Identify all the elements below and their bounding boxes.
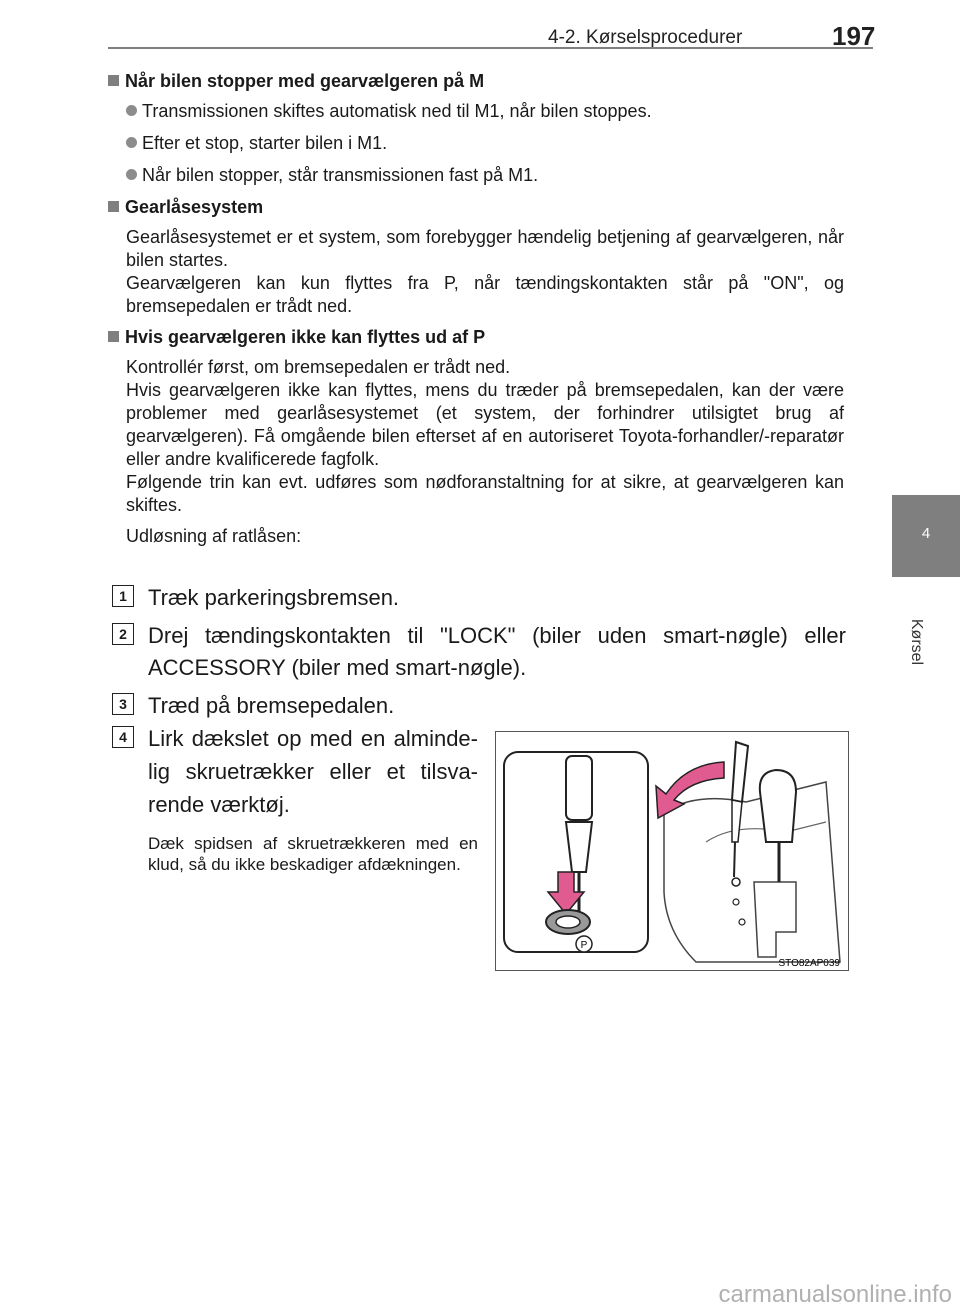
section-heading-text: Hvis gearvælgeren ikke kan flyttes ud af P xyxy=(125,327,486,347)
step-number-badge: 4 xyxy=(112,726,134,748)
header-rule xyxy=(108,47,873,49)
step-item xyxy=(112,690,846,722)
paragraph: Kontrollér først, om bremsepedalen er trådt ned. xyxy=(126,357,511,377)
step-number-badge: 2 xyxy=(112,623,134,645)
section-heading xyxy=(108,70,844,92)
step-item xyxy=(112,582,846,614)
list-item-text: Når bilen stopper, står transmissionen fast på M1. xyxy=(142,165,539,185)
watermark: carmanualsonline.info xyxy=(718,1281,952,1308)
step-text: Lirk dækslet op med en alminde-lig skruetrækker eller et tilsva-rende værktøj. xyxy=(148,726,478,817)
square-bullet-icon xyxy=(108,75,119,86)
step-text: Drej tændingskontakten til "LOCK" (biler uden smart-nøgle) eller ACCESSORY (biler med smart-nøgle). xyxy=(148,623,846,680)
list-item xyxy=(126,132,844,154)
circle-bullet-icon xyxy=(126,105,137,116)
step-item xyxy=(112,722,478,875)
main-content xyxy=(108,70,844,556)
list-item xyxy=(126,100,844,122)
list-item-text: Efter et stop, starter bilen i M1. xyxy=(142,133,388,153)
paragraph: Gearvælgeren kan kun flyttes fra P, når tændingskontakten står på "ON", og bremsepedalen er trådt ned. xyxy=(126,273,844,316)
chapter-label xyxy=(906,612,926,672)
paragraph: Følgende trin kan evt. udføres som nødforanstaltning for at sikre, at gearvælgeren kan skiftes. xyxy=(126,472,844,515)
paragraph: Gearlåsesystemet er et system, som forebygger hændelig betjening af gearvælgeren, når bilen startes. xyxy=(126,227,844,270)
section-heading xyxy=(108,326,844,348)
step-list xyxy=(112,582,846,728)
square-bullet-icon xyxy=(108,331,119,342)
circle-bullet-icon xyxy=(126,137,137,148)
gear-shift-illustration xyxy=(495,731,849,971)
shift-lock-release-diagram xyxy=(496,732,848,970)
chapter-label-text: Kørsel xyxy=(908,618,925,666)
step-note: Dæk spidsen af skruetrækkeren med en klud, så du ikke beskadiger afdækningen. xyxy=(148,834,478,874)
step-number-badge: 1 xyxy=(112,585,134,607)
page-number: 197 xyxy=(832,21,876,51)
list-item xyxy=(126,164,844,186)
step-text: Træk parkeringsbremsen. xyxy=(148,585,400,610)
chapter-number: 4 xyxy=(921,525,931,542)
section-reference: 4-2. Kørselsprocedurer xyxy=(548,27,743,48)
section-heading xyxy=(108,196,844,218)
square-bullet-icon xyxy=(108,201,119,212)
step-number-badge: 3 xyxy=(112,693,134,715)
step-text: Træd på bremsepedalen. xyxy=(148,693,395,718)
paragraph: Hvis gearvælgeren ikke kan flyttes, mens du træder på bremsepedalen, kan der være problemer med gearlåsesystemet (et system, der forhindrer utilsigtet brug af gearvælgeren). Få omgående bilen efterset af en autoriseret Toyota-forhandler/-reparatør eller andre kvalificerede fagfolk. xyxy=(126,380,844,469)
section-heading-text: Når bilen stopper med gearvælgeren på M xyxy=(125,71,485,91)
paragraph: Udløsning af ratlåsen: xyxy=(126,526,302,546)
chapter-tab[interactable] xyxy=(892,495,960,577)
circle-bullet-icon xyxy=(126,169,137,180)
illustration-code: STO82AP039 xyxy=(778,958,840,969)
p-cover-label: P xyxy=(580,940,588,951)
list-item-text: Transmissionen skiftes automatisk ned til M1, når bilen stoppes. xyxy=(142,101,652,121)
section-heading-text: Gearlåsesystem xyxy=(125,197,264,217)
step-item xyxy=(112,620,846,684)
